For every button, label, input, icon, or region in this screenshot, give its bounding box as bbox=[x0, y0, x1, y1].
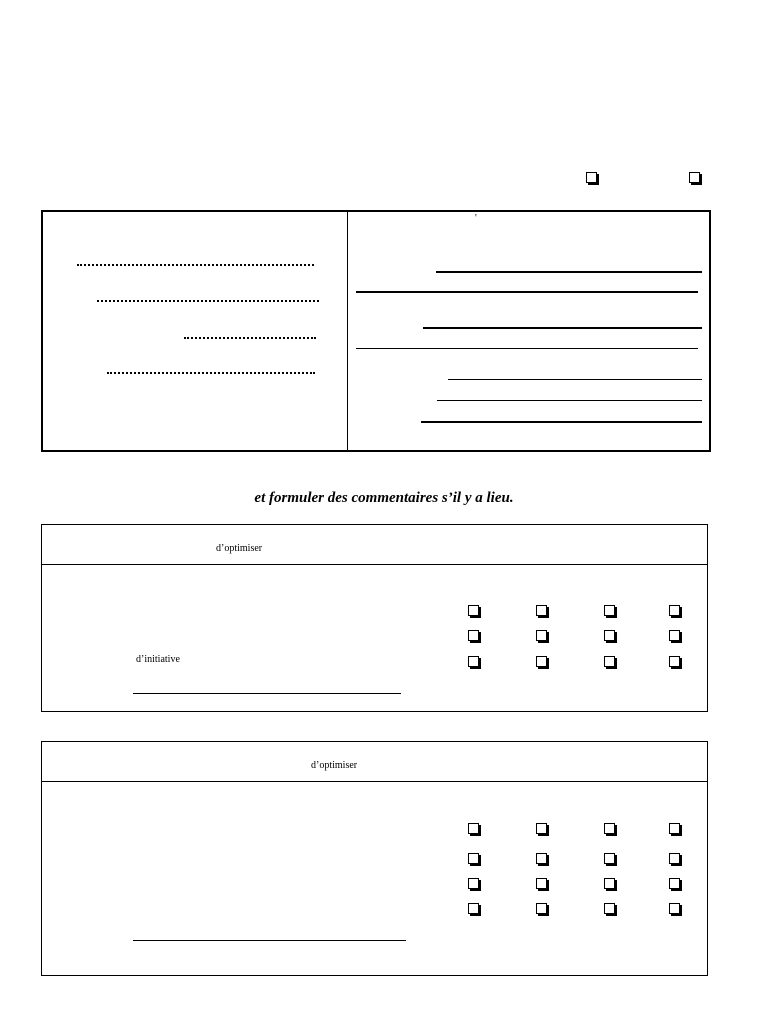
s2-checkbox-r3c4[interactable] bbox=[669, 878, 680, 889]
s2-checkbox-r2c4[interactable] bbox=[669, 853, 680, 864]
s2-checkbox-r1c1[interactable] bbox=[468, 823, 479, 834]
line-field-2[interactable] bbox=[356, 291, 698, 293]
info-box-apostrophe: ' bbox=[475, 213, 477, 224]
info-box bbox=[41, 210, 711, 452]
dotted-field-4[interactable] bbox=[107, 372, 315, 374]
section2-header-divider bbox=[41, 781, 708, 782]
line-field-7[interactable] bbox=[421, 421, 702, 423]
s1-checkbox-r1c3[interactable] bbox=[604, 605, 615, 616]
instructions-text: et formuler des commentaires s’il y a lieu. bbox=[254, 490, 514, 506]
s2-checkbox-r4c4[interactable] bbox=[669, 903, 680, 914]
s2-checkbox-r1c2[interactable] bbox=[536, 823, 547, 834]
s2-checkbox-r1c4[interactable] bbox=[669, 823, 680, 834]
s2-checkbox-r3c1[interactable] bbox=[468, 878, 479, 889]
line-field-3[interactable] bbox=[423, 327, 702, 329]
section1-header-divider bbox=[41, 564, 708, 565]
s2-checkbox-r2c3[interactable] bbox=[604, 853, 615, 864]
s1-checkbox-r1c2[interactable] bbox=[536, 605, 547, 616]
s1-checkbox-r2c4[interactable] bbox=[669, 630, 680, 641]
s1-checkbox-r1c1[interactable] bbox=[468, 605, 479, 616]
dotted-field-2[interactable] bbox=[97, 300, 319, 302]
s2-checkbox-r2c2[interactable] bbox=[536, 853, 547, 864]
s1-checkbox-r2c2[interactable] bbox=[536, 630, 547, 641]
s1-checkbox-r3c4[interactable] bbox=[669, 656, 680, 667]
line-field-4[interactable] bbox=[356, 348, 698, 349]
s2-checkbox-r3c2[interactable] bbox=[536, 878, 547, 889]
section2-header-text: d’optimiser bbox=[311, 760, 358, 771]
line-field-1[interactable] bbox=[436, 271, 702, 273]
s1-checkbox-r3c2[interactable] bbox=[536, 656, 547, 667]
s2-checkbox-r4c1[interactable] bbox=[468, 903, 479, 914]
section1-comment-line[interactable] bbox=[133, 693, 401, 694]
dotted-field-3[interactable] bbox=[184, 337, 316, 339]
s2-checkbox-r1c3[interactable] bbox=[604, 823, 615, 834]
s2-checkbox-r2c1[interactable] bbox=[468, 853, 479, 864]
dotted-field-1[interactable] bbox=[77, 264, 314, 266]
s1-checkbox-r1c4[interactable] bbox=[669, 605, 680, 616]
line-field-6[interactable] bbox=[437, 400, 702, 401]
line-field-5[interactable] bbox=[448, 379, 702, 380]
top-checkbox-1[interactable] bbox=[586, 172, 597, 183]
s2-checkbox-r4c2[interactable] bbox=[536, 903, 547, 914]
info-box-divider bbox=[347, 212, 348, 450]
section1-box bbox=[41, 524, 708, 712]
s1-checkbox-r3c3[interactable] bbox=[604, 656, 615, 667]
s2-checkbox-r4c3[interactable] bbox=[604, 903, 615, 914]
section1-header-text: d’optimiser bbox=[216, 543, 263, 554]
top-checkbox-2[interactable] bbox=[689, 172, 700, 183]
s1-checkbox-r2c3[interactable] bbox=[604, 630, 615, 641]
section2-comment-line[interactable] bbox=[133, 940, 406, 941]
s1-checkbox-r2c1[interactable] bbox=[468, 630, 479, 641]
s2-checkbox-r3c3[interactable] bbox=[604, 878, 615, 889]
s1-checkbox-r3c1[interactable] bbox=[468, 656, 479, 667]
section1-row-label: d’initiative bbox=[136, 654, 180, 665]
